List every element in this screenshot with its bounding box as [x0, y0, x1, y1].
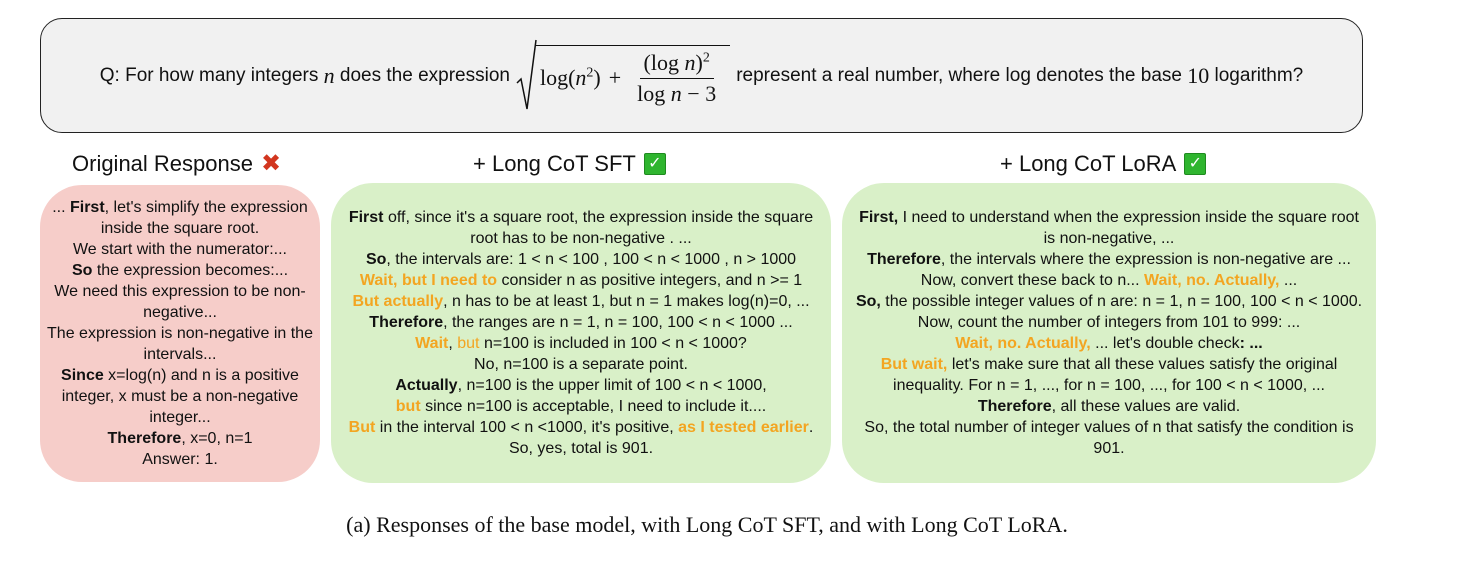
question-suffix-a: represent a real number, where log denotes the base: [736, 64, 1182, 86]
highlighted-phrase: But actually: [352, 293, 444, 310]
response-text: , let's simplify the expression inside the square root.: [100, 199, 308, 237]
sft-title: + Long CoT SFT: [473, 151, 636, 176]
log-n-squared: $\log(n^2)$: [539, 65, 601, 90]
response-text: off, since it's a square root, the expression inside the square root has to be non-negative . ...: [383, 209, 814, 247]
response-text: ...: [52, 199, 70, 216]
radicand: [536, 45, 730, 107]
original-header: [72, 151, 281, 177]
radical-sign-icon: [516, 39, 538, 113]
response-line: [46, 239, 314, 260]
highlighted-phrase: but: [457, 335, 480, 352]
response-line: [46, 281, 314, 323]
response-line: [852, 417, 1366, 459]
response-line: [852, 207, 1366, 249]
response-text: let's make sure that all these values satisfy the original inequality. For n = 1, ..., for n = 100, ..., for 100 < n < 1000, ...: [893, 356, 1338, 394]
response-text: First: [69, 199, 105, 216]
response-text: : ...: [1239, 335, 1263, 352]
plus-sign: +: [608, 65, 622, 90]
response-text: Since: [61, 367, 104, 384]
response-text: Now, convert these back to n...: [920, 272, 1145, 289]
response-text: Therefore: [977, 398, 1052, 415]
original-response-panel: [40, 185, 320, 482]
response-text: We start with the numerator:...: [72, 241, 287, 258]
sft-response-panel: [331, 183, 831, 483]
response-text: So: [71, 262, 93, 279]
response-line: [852, 270, 1366, 291]
response-line: [46, 197, 314, 239]
question-prefix: Q: For how many integers: [99, 64, 319, 86]
response-line: [345, 375, 817, 396]
response-line: [46, 449, 314, 470]
response-text: First: [348, 209, 384, 226]
response-line: [345, 396, 817, 417]
response-line: [345, 270, 817, 291]
highlighted-phrase: Wait, but I need to: [359, 272, 498, 289]
response-text: Actually: [395, 377, 458, 394]
response-text: , the intervals are: 1 < n < 100 , 100 < n < 1000 , n > 1000: [386, 251, 797, 268]
response-line: [345, 417, 817, 438]
response-text: Therefore: [369, 314, 444, 331]
highlighted-phrase: Wait: [415, 335, 449, 352]
highlighted-phrase: but: [395, 398, 421, 415]
response-line: [345, 249, 817, 270]
response-line: [852, 396, 1366, 417]
response-text: The expression is non-negative in the intervals...: [47, 325, 313, 363]
check-mark-icon: ✓: [1184, 153, 1206, 175]
response-text: No, n=100 is a separate point.: [474, 356, 688, 373]
response-text: x=log(n) and n is a positive integer, x must be a non-negative integer...: [61, 367, 299, 426]
response-line: [46, 323, 314, 365]
response-line: [345, 438, 817, 459]
response-text: in the interval 100 < n <1000, it's positive,: [375, 419, 679, 436]
response-text: , n=100 is the upper limit of 100 < n < 1000,: [457, 377, 767, 394]
response-line: [345, 333, 817, 354]
response-line: [345, 207, 817, 249]
check-mark-icon: ✓: [644, 153, 666, 175]
response-text: So, yes, total is 901.: [508, 440, 654, 457]
question-base: 10: [1187, 62, 1210, 88]
highlighted-phrase: Wait, no. Actually,: [1144, 272, 1280, 289]
highlighted-phrase: But wait,: [880, 356, 948, 373]
response-line: [345, 312, 817, 333]
response-text: So, the total number of integer values of n that satisfy the condition is 901.: [864, 419, 1354, 457]
response-text: n=100 is included in 100 < n < 1000?: [479, 335, 747, 352]
response-text: consider n as positive integers, and n >= 1: [497, 272, 803, 289]
response-text: ... let's double check: [1090, 335, 1240, 352]
response-text: First,: [859, 209, 899, 226]
fraction-denominator: log n − 3: [637, 80, 717, 106]
lora-title: + Long CoT LoRA: [1000, 151, 1177, 176]
question-variable: n: [323, 62, 335, 88]
response-text: ...: [1279, 272, 1298, 289]
highlighted-phrase: as I tested earlier: [678, 419, 809, 436]
figure-caption: (a) Responses of the base model, with Long CoT SFT, and with Long CoT LoRA.: [346, 512, 1068, 537]
response-text: ,: [448, 335, 458, 352]
response-text: the possible integer values of n are: n = 1, n = 100, 100 < n < 1000. Now, count the number of integers from 101 to 999: ...: [880, 293, 1363, 331]
square-root-expression: [516, 39, 730, 113]
response-text: , the intervals where the expression is non-negative are ...: [940, 251, 1351, 268]
cross-mark-icon: ✖: [260, 150, 282, 177]
response-text: , x=0, n=1: [181, 430, 253, 447]
response-line: [852, 291, 1366, 333]
fraction-numerator: (log n)$^2$: [640, 50, 714, 79]
response-text: Therefore: [867, 251, 941, 268]
fraction: [633, 50, 720, 107]
response-line: [852, 249, 1366, 270]
response-line: [46, 365, 314, 428]
response-line: [46, 428, 314, 449]
response-text: So,: [855, 293, 881, 310]
highlighted-phrase: But: [348, 419, 376, 436]
response-line: [46, 260, 314, 281]
response-text: the expression becomes:...: [92, 262, 289, 279]
response-line: [852, 333, 1366, 354]
response-text: .: [808, 419, 814, 436]
response-text: I need to understand when the expression inside the square root is non-negative, ...: [898, 209, 1359, 247]
highlighted-phrase: Wait, no. Actually,: [955, 335, 1091, 352]
question-suffix-b: logarithm?: [1214, 64, 1304, 86]
question-box: [40, 18, 1363, 133]
response-text: We need this expression to be non-negative...: [54, 283, 306, 321]
response-text: , all these values are valid.: [1051, 398, 1241, 415]
response-line: [345, 354, 817, 375]
sft-header: [473, 151, 666, 177]
response-line: [852, 354, 1366, 396]
lora-header: [1000, 151, 1206, 177]
response-text: Answer: 1.: [142, 451, 218, 468]
response-text: , n has to be at least 1, but n = 1 makes log(n)=0, ...: [443, 293, 810, 310]
lora-response-panel: [842, 183, 1376, 483]
question-mid: does the expression: [339, 64, 510, 86]
original-title: Original Response: [72, 151, 253, 176]
response-text: So: [365, 251, 387, 268]
response-text: , the ranges are n = 1, n = 100, 100 < n < 1000 ...: [443, 314, 793, 331]
response-text: Therefore: [107, 430, 182, 447]
response-text: since n=100 is acceptable, I need to include it....: [420, 398, 767, 415]
response-line: [345, 291, 817, 312]
